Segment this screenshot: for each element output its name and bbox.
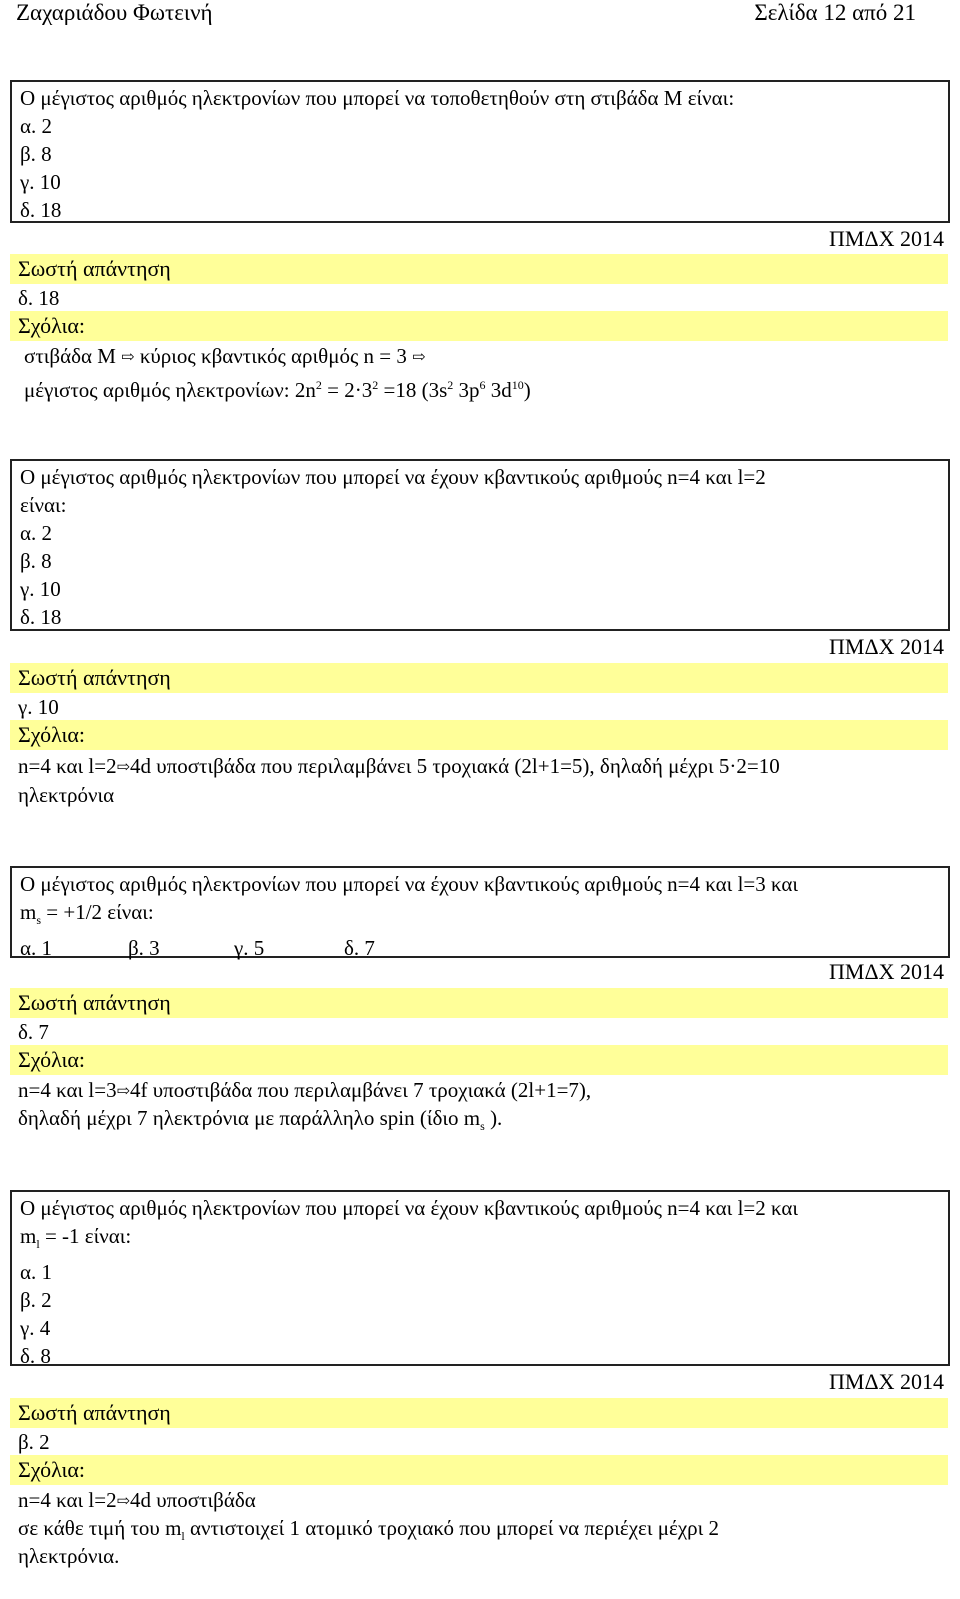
comment-line: ηλεκτρόνια. [18, 1544, 120, 1568]
option-a: α. 2 [20, 521, 53, 545]
option-c: γ. 10 [20, 170, 61, 194]
option-a: α. 1 [20, 936, 53, 961]
option-b: β. 3 [128, 936, 160, 961]
option-d: δ. 18 [20, 605, 62, 629]
comment-line: μέγιστος αριθμός ηλεκτρονίων: $2n^2 = 2\cdot 3^2 =18$ ($3s^2$ $3p^6$ $3d^{10}$) [24, 378, 531, 402]
arrow-icon: ⇨ [121, 349, 135, 366]
question-text-cont: $m_l = -1$ είναι: [20, 1224, 132, 1252]
option-d: δ. 8 [20, 1344, 51, 1369]
author-name: Ζαχαριάδου Φωτεινή [16, 0, 213, 25]
question-text: Ο μέγιστος αριθμός ηλεκτρονίων που μπορεί να έχουν κβαντικούς αριθμούς n=4 και l=2 και [20, 1196, 799, 1220]
option-b: β. 8 [20, 549, 52, 573]
page-header [0, 0, 960, 30]
comments-heading: Σχόλια: [10, 311, 948, 341]
source-label: ΠΜΔΧ 2014 [829, 226, 944, 251]
source-label: ΠΜΔΧ 2014 [829, 634, 944, 659]
comments-heading: Σχόλια: [10, 720, 948, 750]
option-a: α. 1 [20, 1260, 53, 1285]
option-a: α. 2 [20, 114, 53, 138]
option-c: γ. 10 [20, 577, 61, 601]
question-box-1 [10, 80, 950, 223]
answer-text: δ. 18 [18, 286, 60, 310]
comment-line: στιβάδα Μ ⇨ κύριος κβαντικός αριθμός n = 3 ⇨ [24, 344, 426, 368]
question-text-cont: $m_s = +1/2$ είναι: [20, 900, 154, 928]
page-number: Σελίδα 12 από 21 [754, 0, 916, 25]
correct-answer-heading: Σωστή απάντηση [10, 254, 948, 284]
source-label: ΠΜΔΧ 2014 [829, 1369, 944, 1394]
option-c: γ. 5 [234, 936, 265, 961]
comment-line: n=4 και l=2⇨4d υποστιβάδα [18, 1488, 256, 1512]
arrow-icon: ⇨ [412, 349, 426, 366]
correct-answer-heading: Σωστή απάντηση [10, 663, 948, 693]
question-box-4 [10, 1190, 950, 1369]
option-c: γ. 4 [20, 1316, 51, 1341]
option-d: δ. 18 [20, 198, 62, 222]
comment-line: ηλεκτρόνια [18, 783, 115, 807]
comment-line: n=4 και l=3⇨4f υποστιβάδα που περιλαμβάνει 7 τροχιακά (2l+1=7), [18, 1078, 592, 1102]
option-b: β. 2 [20, 1288, 52, 1313]
source-label: ΠΜΔΧ 2014 [829, 959, 944, 984]
option-b: β. 8 [20, 142, 52, 166]
question-text: Ο μέγιστος αριθμός ηλεκτρονίων που μπορεί να έχουν κβαντικούς αριθμούς n=4 και l=3 και [20, 872, 799, 896]
comment-line: δηλαδή μέχρι 7 ηλεκτρόνια με παράλληλο spin (ίδιο $m_s$ ). [18, 1106, 503, 1134]
question-box-3 [10, 866, 950, 961]
option-d: δ. 7 [344, 936, 375, 961]
comments-heading: Σχόλια: [10, 1045, 948, 1075]
answer-text: δ. 7 [18, 1020, 49, 1044]
options-row [20, 934, 940, 962]
answer-text: β. 2 [18, 1430, 50, 1454]
question-text-cont: είναι: [20, 493, 67, 517]
question-text: Ο μέγιστος αριθμός ηλεκτρονίων που μπορεί να τοποθετηθούν στη στιβάδα Μ είναι: [20, 86, 735, 110]
comments-heading: Σχόλια: [10, 1455, 948, 1485]
arrow-icon: ⇨ [116, 759, 130, 776]
correct-answer-heading: Σωστή απάντηση [10, 988, 948, 1018]
question-text: Ο μέγιστος αριθμός ηλεκτρονίων που μπορεί να έχουν κβαντικούς αριθμούς n=4 και l=2 [20, 465, 766, 489]
arrow-icon: ⇨ [116, 1493, 130, 1510]
arrow-icon: ⇨ [116, 1083, 130, 1100]
question-box-2 [10, 459, 950, 631]
answer-text: γ. 10 [18, 695, 59, 719]
comment-line: n=4 και l=2⇨4d υποστιβάδα που περιλαμβάνει 5 τροχιακά (2l+1=5), δηλαδή μέχρι 5·2=10 [18, 754, 780, 778]
comment-line: σε κάθε τιμή του $m_l$ αντιστοιχεί 1 ατομικό τροχιακό που μπορεί να περιέχει μέχρι 2 [18, 1516, 720, 1544]
correct-answer-heading: Σωστή απάντηση [10, 1398, 948, 1428]
